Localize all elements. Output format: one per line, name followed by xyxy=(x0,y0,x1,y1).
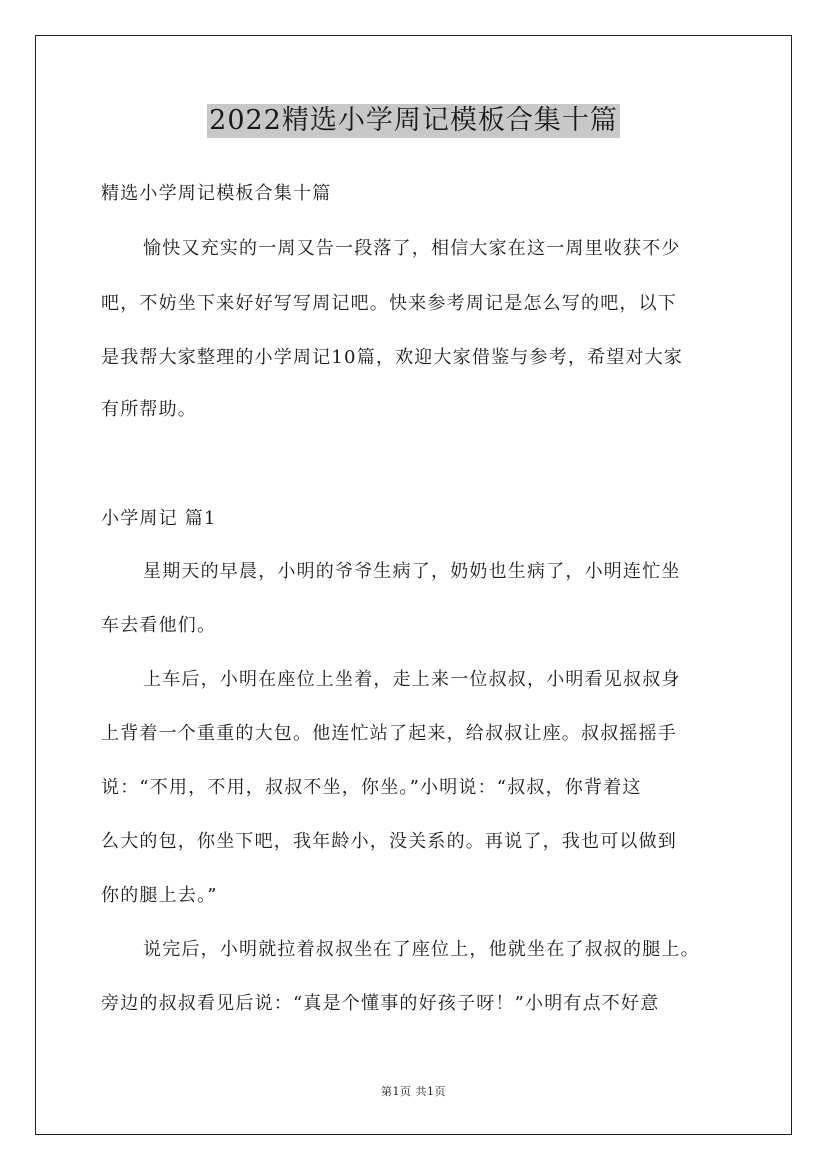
intro-line-2: 吧，不妨坐下来好好写写周记吧。快来参考周记是怎么写的吧，以下 xyxy=(101,293,677,314)
page-footer: 第1页 共1页 xyxy=(381,1085,446,1098)
intro-line-1: 愉快又充实的一周又告一段落了，相信大家在这一周里收获不少 xyxy=(143,238,681,259)
intro-line-3: 是我帮大家整理的小学周记10篇，欢迎大家借鉴与参考，希望对大家 xyxy=(101,347,684,368)
para2-line-3: 说：“不用，不用，叔叔不坐，你坐。”小明说：“叔叔，你背着这 xyxy=(101,777,642,798)
intro-line-4: 有所帮助。 xyxy=(101,399,197,420)
para2-line-2: 上背着一个重重的大包。他连忙站了起来，给叔叔让座。叔叔摇摇手 xyxy=(101,723,677,744)
subtitle: 精选小学周记模板合集十篇 xyxy=(101,183,332,204)
document-title: 2022精选小学周记模板合集十篇 xyxy=(209,105,618,136)
para1-line-1: 星期天的早晨，小明的爷爷生病了，奶奶也生病了，小明连忙坐 xyxy=(143,561,681,582)
para2-line-5: 你的腿上去。” xyxy=(101,885,218,906)
para2-line-1: 上车后，小明在座位上坐着，走上来一位叔叔，小明看见叔叔身 xyxy=(143,669,681,690)
para3-line-1: 说完后，小明就拉着叔叔坐在了座位上，他就坐在了叔叔的腿上。 xyxy=(143,939,700,960)
para1-line-2: 车去看他们。 xyxy=(101,615,217,636)
section-heading: 小学周记 篇1 xyxy=(101,508,217,529)
para3-line-2: 旁边的叔叔看见后说：“真是个懂事的好孩子呀！”小明有点不好意 xyxy=(101,993,660,1014)
title-container xyxy=(0,104,827,138)
para2-line-4: 么大的包，你坐下吧，我年龄小，没关系的。再说了，我也可以做到 xyxy=(101,831,677,852)
